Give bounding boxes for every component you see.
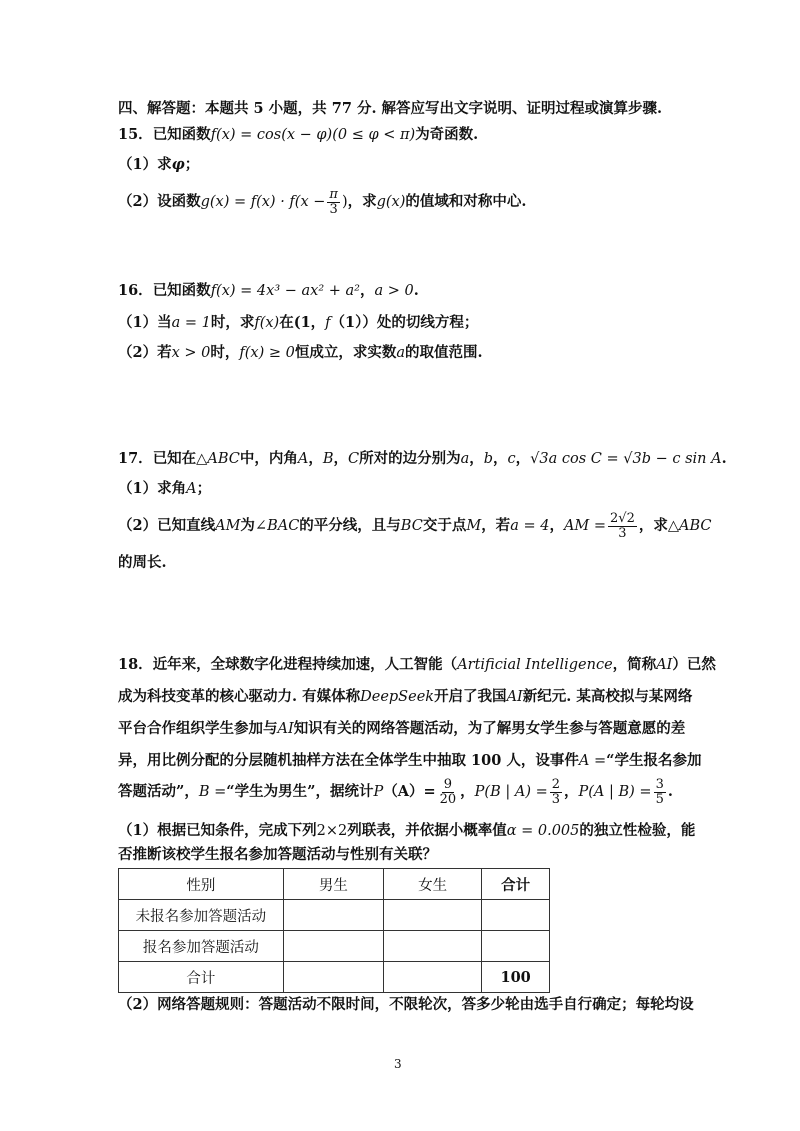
table-header-cell: 女生 (383, 869, 481, 900)
table-cell (283, 962, 383, 993)
q17-stem: 17．已知在△ABC中，内角A，B，C所对的边分别为a，b，c，√3a cos C = √3b − c sin A. (118, 450, 727, 467)
q16-stem: 16．已知函数f(x) = 4x³ − ax² + a²，a > 0. (118, 282, 419, 299)
q15-stem: 15．已知函数f(x) = cos(x − φ)(0 ≤ φ < π)为奇函数. (118, 126, 479, 143)
table-cell (383, 931, 481, 962)
q16-part1: （1）当a = 1时，求f(x)在(1，f（1））处的切线方程； (118, 314, 479, 331)
q17-equation: √3a cos C = √3b − c sin A (530, 451, 722, 467)
table-header-cell: 合计 (482, 869, 550, 900)
q17-part2: （2）已知直线AM为∠BAC的平分线，且与BC交于点M，若a = 4，AM = $\frac{2√2}{3}$ ，求△ABC (118, 511, 712, 541)
table-cell (383, 900, 481, 931)
q15-number: 15． (118, 126, 153, 143)
table-row (119, 931, 550, 962)
p-b-given-a-fraction: $\frac{2}{3}$ (551, 777, 561, 807)
q17-part2-cont: 的周长. (118, 554, 167, 571)
q18-line3: 平台合作组织学生参加与AI知识有关的网络答题活动，为了解男女学生参与答题意愿的差 (118, 720, 686, 737)
q15-formula: f(x) = cos(x − φ)(0 ≤ φ < π) (210, 127, 416, 143)
table-cell (482, 900, 550, 931)
p-a-fraction: $\frac{9}{20}$ (439, 777, 457, 807)
q18-number: 18． (118, 656, 153, 673)
pi-over-3-fraction: $\frac{\pi}{3}$ (329, 187, 338, 217)
table-cell (283, 900, 383, 931)
table-row (119, 900, 550, 931)
q16-formula: f(x) = 4x³ − ax² + a² (210, 283, 360, 299)
q17-part1: （1）求角A； (118, 480, 212, 497)
q18-part2: （2）网络答题规则：答题活动不限时间，不限轮次，答多少轮由选手自行确定；每轮均设 (118, 996, 694, 1013)
table-cell (482, 931, 550, 962)
q17-number: 17． (118, 450, 153, 467)
q16-part2: （2）若x > 0时，f(x) ≥ 0恒成立，求实数a的取值范围. (118, 344, 483, 361)
p-a-given-b-fraction: $\frac{3}{5}$ (655, 777, 664, 807)
q18-line4: 异，用比例分配的分层随机抽样方法在全体学生中抽取 100 人，设事件A =“学生报名参加 (118, 752, 702, 769)
q16-number: 16． (118, 282, 153, 299)
q18-line1: 18．近年来，全球数字化进程持续加速，人工智能（Artificial Intelligence，简称AI）已然 (118, 656, 716, 673)
table-cell: 报名参加答题活动 (119, 931, 284, 962)
section-header: 四、解答题：本题共 5 小题，共 77 分. 解答应写出文字说明、证明过程或演算步骤. (118, 100, 663, 117)
q15-part1: （1）求φ； (118, 156, 200, 173)
am-fraction: $\frac{2√2}{3}$ (610, 511, 635, 541)
table-cell (383, 962, 481, 993)
table-header-cell: 性别 (119, 869, 284, 900)
q18-line5: 答题活动”，B =“学生为男生”，据统计P（A）= $\frac{9}{20}$ ，P(B | A) = $\frac{2}{3}$ ，P(A | B) = $\frac{3}{5}$ . (118, 777, 673, 807)
q18-part1: （1）根据已知条件，完成下列2×2列联表，并依据小概率值α = 0.005的独立性检验，能 (118, 822, 696, 839)
table-cell (283, 931, 383, 962)
table-cell: 未报名参加答题活动 (119, 900, 284, 931)
q18-part1-cont: 否推断该校学生报名参加答题活动与性别有关联？ (118, 846, 437, 863)
page-number: 3 (394, 1057, 402, 1071)
table-cell: 合计 (119, 962, 284, 993)
table-header-cell: 男生 (283, 869, 383, 900)
table-row (119, 962, 550, 993)
table-header-row (119, 869, 550, 900)
q18-line2: 成为科技变革的核心驱动力. 有媒体称DeepSeek开启了我国AI新纪元. 某高校拟与某网络 (118, 688, 693, 705)
contingency-table (118, 868, 550, 993)
q15-part2: （2）设函数g(x) = f(x) · f(x − $\frac{\pi}{3}$ )，求g(x)的值域和对称中心. (118, 187, 527, 217)
table-cell: 100 (482, 962, 550, 993)
